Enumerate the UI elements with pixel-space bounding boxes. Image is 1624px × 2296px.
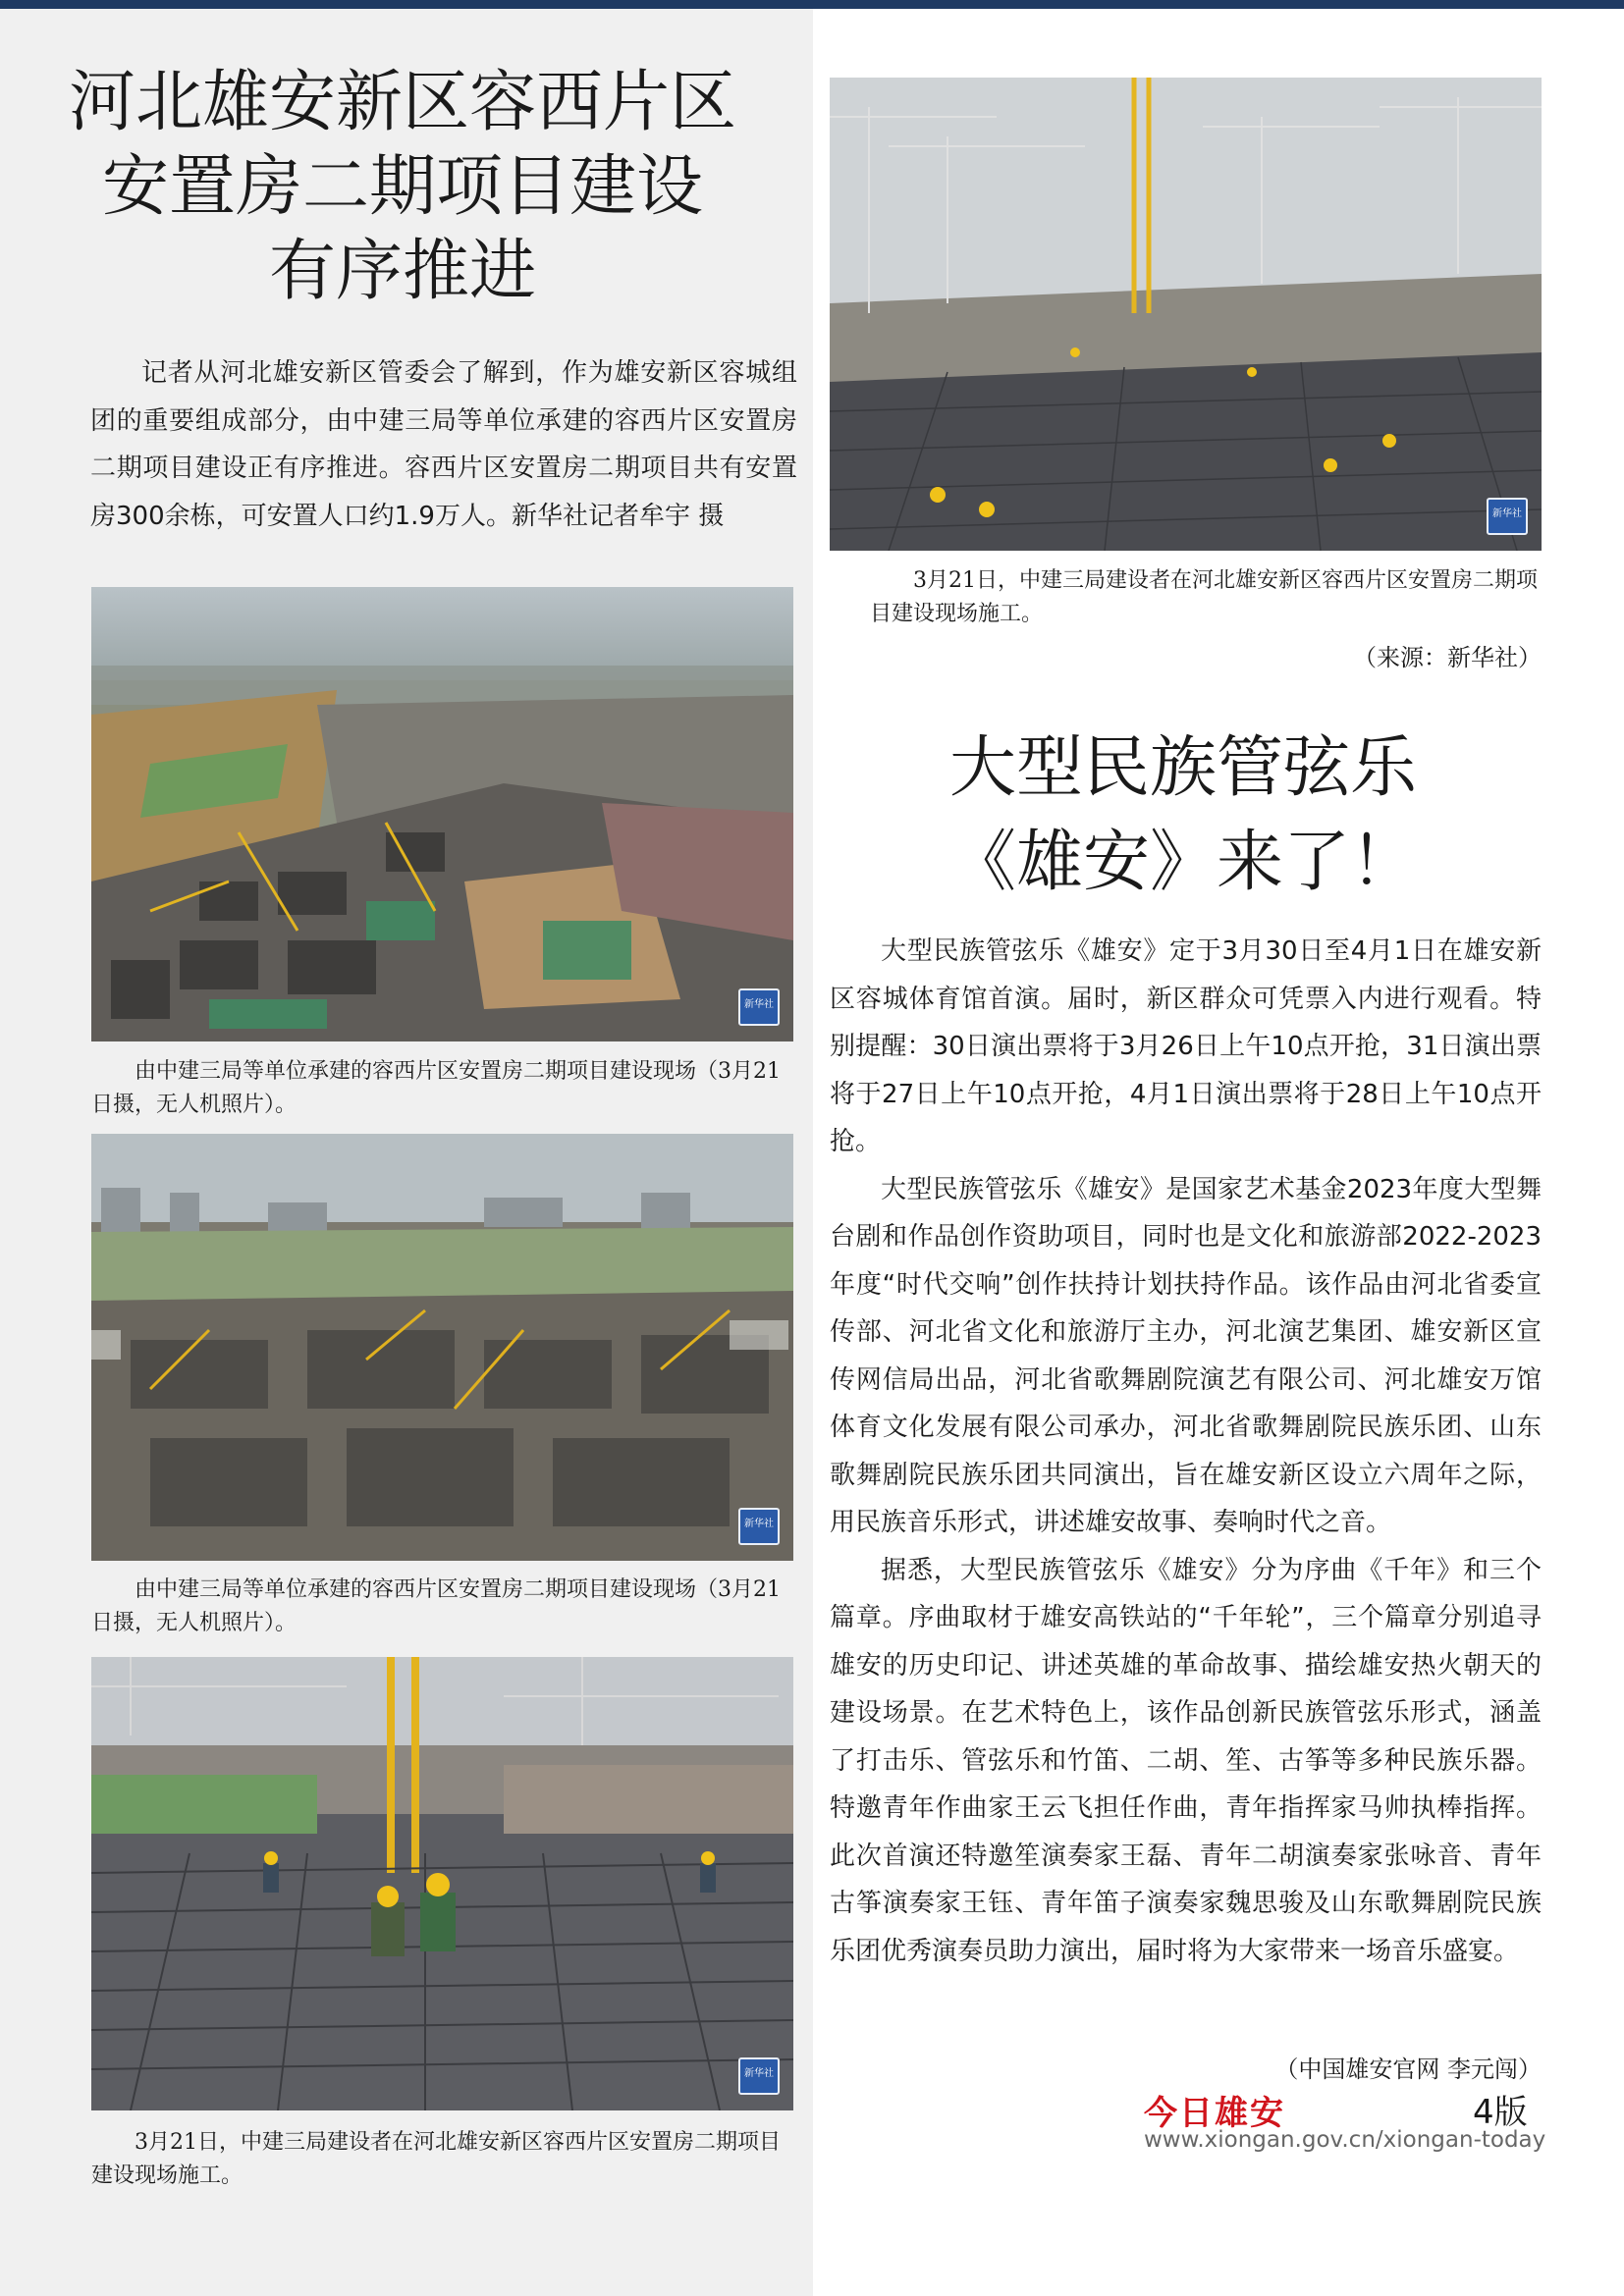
- article1-title-line: 安置房二期项目建设: [101, 148, 703, 226]
- article1-title-line: 河北雄安新区容西片区: [69, 64, 737, 141]
- xinhua-badge: 新华社: [1487, 498, 1528, 535]
- article2-paragraph: 大型民族管弦乐《雄安》定于3月30日至4月1日在雄安新区容城体育馆首演。届时，新区群众可凭票入内进行观看。特别提醒：30日演出票将于3月26日上午10点开抢，31日演出票将于27日上午10点开抢，4月1日演出票将于28日上午10点开抢。: [830, 936, 1542, 1156]
- workers-rebar-photo: [91, 1657, 793, 2110]
- article2-paragraph: 大型民族管弦乐《雄安》是国家艺术基金2023年度大型舞台剧和作品创作资助项目，同时也是文化和旅游部2022-2023年度“时代交响”创作扶持计划扶持作品。该作品由河北省委宣传部、河北省文化和旅游厅主办，河北演艺集团、雄安新区宣传网信局出品，河北省歌舞剧院演艺有限公司、河北雄安万馆体育文化发展有限公司承办，河北省歌舞剧院民族乐团、山东歌舞剧院民族乐团共同演出，旨在雄安新区设立六周年之际，用民族音乐形式，讲述雄安故事、奏响时代之音。: [830, 1174, 1542, 1537]
- article2-title-line: 大型民族管弦乐: [948, 729, 1417, 807]
- article1-body: [90, 349, 797, 540]
- photo3-caption: 3月21日，中建三局建设者在河北雄安新区容西片区安置房二期项目建设现场施工。: [91, 2130, 781, 2188]
- article2-body: [830, 928, 1542, 1975]
- workers-site-photo: [830, 78, 1542, 551]
- top-bar: [0, 0, 1624, 9]
- xinhua-badge: 新华社: [738, 2057, 780, 2095]
- top-right-caption: 3月21日，中建三局建设者在河北雄安新区容西片区安置房二期项目建设现场施工。: [870, 568, 1538, 626]
- aerial-photo-2: [91, 1134, 793, 1561]
- photo1-caption: 由中建三局等单位承建的容西片区安置房二期项目建设现场（3月21日摄，无人机照片）。: [91, 1059, 781, 1117]
- article1-paragraph: 记者从河北雄安新区管委会了解到，作为雄安新区容城组团的重要组成部分，由中建三局等单位承建的容西片区安置房二期项目建设正有序推进。容西片区安置房二期项目共有安置房300余栋，可安置人口约1.9万人。新华社记者牟宇 摄: [90, 358, 797, 531]
- xinhua-badge: 新华社: [738, 988, 780, 1026]
- article1-title: [69, 61, 736, 314]
- article1-title-line: 有序推进: [268, 233, 536, 310]
- article2-paragraph: 据悉，大型民族管弦乐《雄安》分为序曲《千年》和三个篇章。序曲取材于雄安高铁站的“千年轮”，三个篇章分别追寻雄安的历史印记、讲述英雄的革命故事、描绘雄安热火朝天的建设场景。在艺术特色上，该作品创新民族管弦乐形式，涵盖了打击乐、管弦乐和竹笛、二胡、笙、古筝等多种民族乐器。特邀青年作曲家王云飞担任作曲，青年指挥家马帅执棒指挥。此次首演还特邀笙演奏家王磊、青年二胡演奏家张咏音、青年古筝演奏家王钰、青年笛子演奏家魏思骏及山东歌舞剧院民族乐团优秀演奏员助力演出，届时将为大家带来一场音乐盛宴。: [830, 1555, 1542, 1966]
- brand-logo: 今日雄安: [1144, 2094, 1285, 2133]
- photo2-caption: 由中建三局等单位承建的容西片区安置房二期项目建设现场（3月21日摄，无人机照片）。: [91, 1577, 781, 1635]
- xinhua-badge: 新华社: [738, 1508, 780, 1545]
- article2-title-line: 《雄安》来了！: [948, 824, 1417, 901]
- page-number: 4版: [1473, 2093, 1528, 2132]
- article2-source: （中国雄安官网 李元闯）: [1274, 2056, 1542, 2083]
- aerial-photo-1: [91, 587, 793, 1041]
- article1-source: （来源：新华社）: [1353, 644, 1542, 671]
- article2-title: [864, 721, 1502, 910]
- site-url[interactable]: www.xiongan.gov.cn/xiongan-today: [1144, 2127, 1546, 2153]
